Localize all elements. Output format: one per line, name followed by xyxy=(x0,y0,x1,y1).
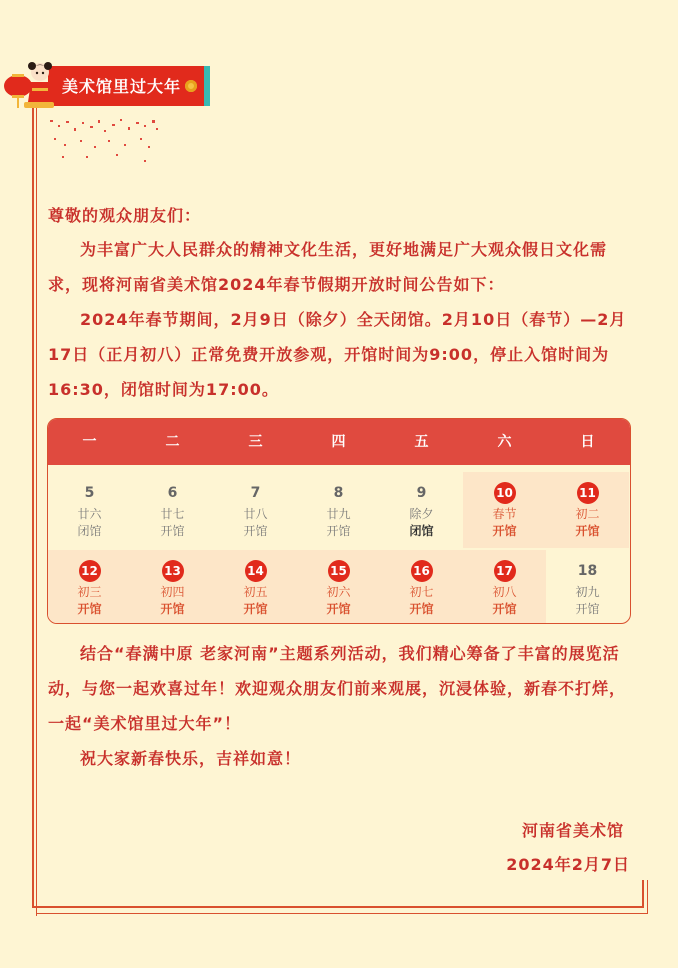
weekday-label: 一 xyxy=(82,434,97,450)
open-status: 开馆 xyxy=(160,524,185,538)
frame-line xyxy=(647,880,648,914)
calendar-day xyxy=(463,472,546,548)
day-number: 16 xyxy=(411,560,433,582)
lunar-date: 除夕 xyxy=(409,507,434,521)
lunar-date: 廿九 xyxy=(326,507,351,521)
open-status: 开馆 xyxy=(492,524,517,538)
holiday-calendar xyxy=(47,418,631,624)
calendar-day xyxy=(131,550,214,624)
day-number: 5 xyxy=(84,485,95,501)
open-status: 开馆 xyxy=(160,602,185,616)
day-number: 11 xyxy=(577,482,599,504)
paragraph-intro: 为丰富广大人民群众的精神文化生活，更好地满足广大观众假日文化需求，现将河南省美术馆2024年春节假期开放时间公告如下： xyxy=(48,240,608,294)
day-number: 10 xyxy=(494,482,516,504)
calendar-day xyxy=(380,472,463,548)
calendar-day xyxy=(297,472,380,548)
banner-title: 美术馆里过大年 xyxy=(62,77,182,96)
open-status: 开馆 xyxy=(575,524,600,538)
calendar-day xyxy=(546,550,629,624)
frame-line xyxy=(36,913,648,914)
open-status: 开馆 xyxy=(326,602,351,616)
open-status: 闭馆 xyxy=(409,524,434,538)
lunar-date: 廿六 xyxy=(77,507,102,521)
lunar-date: 廿七 xyxy=(160,507,185,521)
frame-line xyxy=(36,100,37,916)
coin-icon xyxy=(185,80,197,92)
paragraph-schedule: 2024年春节期间，2月9日（除夕）全天闭馆。2月10日（春节）—2月17日（正月初八）正常免费开放参观，开馆时间为9:00，停止入馆时间为16:30，闭馆时间为17:00。 xyxy=(48,310,627,399)
decorative-petals xyxy=(44,116,164,168)
calendar-day xyxy=(463,550,546,624)
calendar-day xyxy=(48,472,131,548)
lunar-date: 初六 xyxy=(326,585,351,599)
lunar-date: 初四 xyxy=(160,585,185,599)
paragraph-wishes: 祝大家新春快乐，吉祥如意！ xyxy=(80,749,302,768)
open-status: 开馆 xyxy=(243,602,268,616)
lunar-date: 初三 xyxy=(77,585,102,599)
weekday-label: 五 xyxy=(414,434,429,450)
calendar-day xyxy=(214,550,297,624)
calendar-day xyxy=(214,472,297,548)
open-status: 开馆 xyxy=(77,602,102,616)
day-number: 12 xyxy=(79,560,101,582)
signature-org: 河南省美术馆 xyxy=(521,821,624,840)
greeting: 尊敬的观众朋友们： xyxy=(48,206,202,225)
lunar-date: 初七 xyxy=(409,585,434,599)
lunar-date: 初九 xyxy=(575,585,600,599)
day-number: 9 xyxy=(416,485,427,501)
day-number: 6 xyxy=(167,485,178,501)
day-number: 7 xyxy=(250,485,261,501)
calendar-day xyxy=(48,550,131,624)
day-number: 15 xyxy=(328,560,350,582)
day-number: 14 xyxy=(245,560,267,582)
lunar-date: 初五 xyxy=(243,585,268,599)
frame-line xyxy=(32,100,34,906)
open-status: 开馆 xyxy=(492,602,517,616)
signature-date: 2024年2月7日 xyxy=(506,855,630,874)
calendar-day xyxy=(546,472,629,548)
lunar-date: 廿八 xyxy=(243,507,268,521)
open-status: 开馆 xyxy=(575,602,600,616)
paragraph-activities: 结合“春满中原 老家河南”主题系列活动，我们精心筹备了丰富的展览活动，与您一起欢喜过年！欢迎观众朋友们前来观展，沉浸体验，新春不打烊，一起“美术馆里过大年”！ xyxy=(48,644,627,733)
banner-stripe xyxy=(204,66,210,106)
open-status: 闭馆 xyxy=(77,524,102,538)
weekday-label: 三 xyxy=(248,434,263,450)
day-number: 13 xyxy=(162,560,184,582)
open-status: 开馆 xyxy=(243,524,268,538)
lunar-date: 初二 xyxy=(575,507,600,521)
weekday-label: 日 xyxy=(580,434,595,450)
weekday-label: 四 xyxy=(331,434,346,450)
frame-line xyxy=(642,880,644,908)
calendar-day xyxy=(297,550,380,624)
calendar-day xyxy=(131,472,214,548)
mascot-lantern-icon xyxy=(2,58,62,114)
frame-line xyxy=(32,906,644,908)
open-status: 开馆 xyxy=(326,524,351,538)
day-number: 18 xyxy=(577,563,598,579)
calendar-day xyxy=(380,550,463,624)
lunar-date: 春节 xyxy=(492,507,517,521)
weekday-label: 六 xyxy=(497,434,512,450)
day-number: 8 xyxy=(333,485,344,501)
day-number: 17 xyxy=(494,560,516,582)
lunar-date: 初八 xyxy=(492,585,517,599)
calendar-header xyxy=(48,419,630,465)
open-status: 开馆 xyxy=(409,602,434,616)
weekday-label: 二 xyxy=(165,434,180,450)
